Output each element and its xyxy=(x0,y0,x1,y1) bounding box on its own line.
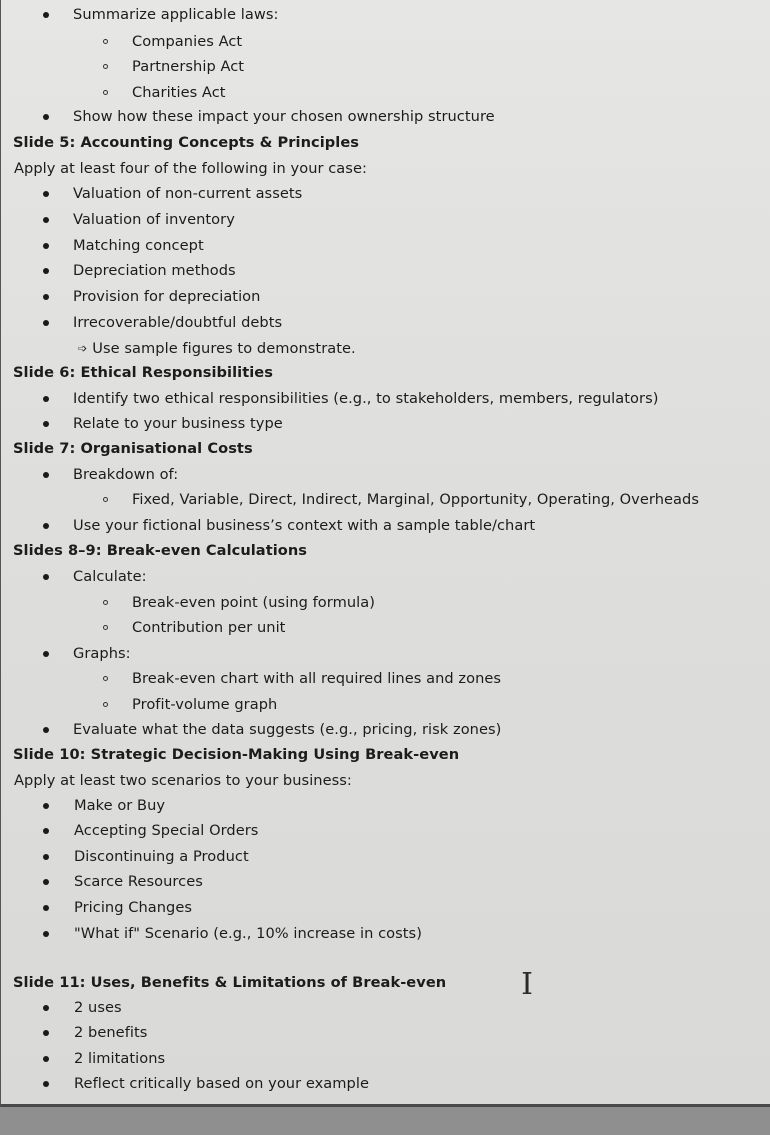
bullet-icon xyxy=(43,396,49,402)
circle-bullet-icon xyxy=(103,39,108,44)
list-item xyxy=(1,924,770,944)
circle-bullet-icon xyxy=(103,90,108,95)
circle-bullet-icon xyxy=(103,625,108,630)
line-text: Calculate: xyxy=(73,568,147,585)
line-text: Valuation of inventory xyxy=(73,211,235,228)
line-text: Make or Buy xyxy=(74,797,166,814)
list-item xyxy=(1,720,770,740)
bullet-icon xyxy=(43,12,49,18)
list-item xyxy=(1,796,770,816)
circle-bullet-icon xyxy=(103,497,108,502)
list-item xyxy=(1,159,770,179)
sub-list-item xyxy=(1,593,770,613)
line-text: Slide 5: Accounting Concepts & Principles xyxy=(13,134,360,151)
list-item xyxy=(1,1049,770,1069)
bullet-icon xyxy=(43,114,49,120)
list-item xyxy=(1,184,770,204)
line-text: Summarize applicable laws: xyxy=(73,6,279,23)
line-text: Fixed, Variable, Direct, Indirect, Marginal, Opportunity, Operating, Overheads xyxy=(132,491,699,508)
bullet-icon xyxy=(43,421,49,427)
section-heading xyxy=(1,973,770,993)
bullet-icon xyxy=(43,268,49,274)
bullet-icon xyxy=(43,472,49,478)
list-item xyxy=(1,414,770,434)
line-text: Contribution per unit xyxy=(132,619,286,636)
line-text: Break-even chart with all required lines and zones xyxy=(132,670,502,687)
arrow-icon: ➩ xyxy=(78,342,88,355)
line-text: Valuation of non-current assets xyxy=(73,185,303,202)
list-item xyxy=(1,339,770,359)
bullet-icon xyxy=(43,1030,49,1036)
line-text: Discontinuing a Product xyxy=(74,848,249,865)
circle-bullet-icon xyxy=(103,676,108,681)
line-text: Matching concept xyxy=(73,237,204,254)
circle-bullet-icon xyxy=(103,600,108,605)
line-text: Break-even point (using formula) xyxy=(132,594,375,611)
section-heading xyxy=(1,745,770,765)
list-item xyxy=(1,847,770,867)
sub-list-item xyxy=(1,618,770,638)
line-text: Evaluate what the data suggests (e.g., pricing, risk zones) xyxy=(73,721,502,738)
section-heading xyxy=(1,133,770,153)
list-item xyxy=(1,998,770,1018)
line-text: Partnership Act xyxy=(132,58,245,75)
list-item xyxy=(1,5,770,25)
line-text: Companies Act xyxy=(132,33,243,50)
line-text: Pricing Changes xyxy=(74,899,193,916)
line-text: Apply at least two scenarios to your business: xyxy=(14,772,352,789)
sub-list-item xyxy=(1,669,770,689)
bullet-icon xyxy=(43,574,49,580)
bullet-icon xyxy=(43,294,49,300)
bullet-icon xyxy=(43,828,49,834)
bullet-icon xyxy=(43,803,49,809)
line-text: Provision for depreciation xyxy=(73,288,261,305)
bullet-icon xyxy=(43,854,49,860)
line-text: Show how these impact your chosen ownership structure xyxy=(73,108,495,125)
bullet-icon xyxy=(43,905,49,911)
line-text: 2 limitations xyxy=(74,1050,166,1067)
list-item xyxy=(1,287,770,307)
line-text: Scarce Resources xyxy=(74,873,203,890)
list-item xyxy=(1,261,770,281)
bullet-icon xyxy=(43,1081,49,1087)
text-cursor-icon: I xyxy=(521,967,533,1002)
line-text: Graphs: xyxy=(73,645,131,662)
line-text: Profit-volume graph xyxy=(132,696,278,713)
list-item xyxy=(1,771,770,791)
line-text-content: Use sample figures to demonstrate. xyxy=(92,340,356,357)
bullet-icon xyxy=(43,191,49,197)
line-text: 2 uses xyxy=(74,999,122,1016)
list-item xyxy=(1,898,770,918)
line-text: Charities Act xyxy=(132,84,226,101)
section-heading xyxy=(1,363,770,383)
sub-list-item xyxy=(1,83,770,103)
line-text: Depreciation methods xyxy=(73,262,236,279)
list-item xyxy=(1,1074,770,1094)
bullet-icon xyxy=(43,1056,49,1062)
list-item xyxy=(1,236,770,256)
list-item xyxy=(1,821,770,841)
line-text: Breakdown of: xyxy=(73,466,179,483)
list-item xyxy=(1,313,770,333)
line-text: Slide 11: Uses, Benefits & Limitations of Break-even xyxy=(13,974,447,991)
circle-bullet-icon xyxy=(103,702,108,707)
line-text: Accepting Special Orders xyxy=(74,822,259,839)
line-text: Relate to your business type xyxy=(73,415,283,432)
line-text: Use your fictional business’s context with a sample table/chart xyxy=(73,517,536,534)
bullet-icon xyxy=(43,243,49,249)
line-text: Slide 10: Strategic Decision-Making Using Break-even xyxy=(13,746,460,763)
line-text: Slides 8–9: Break-even Calculations xyxy=(13,542,308,559)
list-item xyxy=(1,872,770,892)
bullet-icon xyxy=(43,320,49,326)
line-text: Reflect critically based on your example xyxy=(74,1075,369,1092)
bullet-icon xyxy=(43,879,49,885)
line-text: "What if" Scenario (e.g., 10% increase in costs) xyxy=(74,925,422,942)
sub-list-item xyxy=(1,32,770,52)
bullet-icon xyxy=(43,727,49,733)
list-item xyxy=(1,567,770,587)
circle-bullet-icon xyxy=(103,64,108,69)
line-text: Apply at least four of the following in your case: xyxy=(14,160,367,177)
bullet-icon xyxy=(43,523,49,529)
line-text xyxy=(78,339,356,360)
sub-list-item xyxy=(1,490,770,510)
list-item xyxy=(1,644,770,664)
list-item xyxy=(1,389,770,409)
list-item xyxy=(1,516,770,536)
sub-list-item xyxy=(1,57,770,77)
section-heading xyxy=(1,439,770,459)
list-item xyxy=(1,210,770,230)
bullet-icon xyxy=(43,1005,49,1011)
line-text: Irrecoverable/doubtful debts xyxy=(73,314,283,331)
bullet-icon xyxy=(43,217,49,223)
bullet-icon xyxy=(43,931,49,937)
sub-list-item xyxy=(1,695,770,715)
list-item xyxy=(1,465,770,485)
line-text: Identify two ethical responsibilities (e.g., to stakeholders, members, regulators) xyxy=(73,390,659,407)
section-heading xyxy=(1,541,770,561)
line-text: Slide 7: Organisational Costs xyxy=(13,440,253,457)
line-text: Slide 6: Ethical Responsibilities xyxy=(13,364,273,381)
list-item xyxy=(1,107,770,127)
list-item xyxy=(1,1023,770,1043)
bullet-icon xyxy=(43,651,49,657)
line-text: 2 benefits xyxy=(74,1024,148,1041)
